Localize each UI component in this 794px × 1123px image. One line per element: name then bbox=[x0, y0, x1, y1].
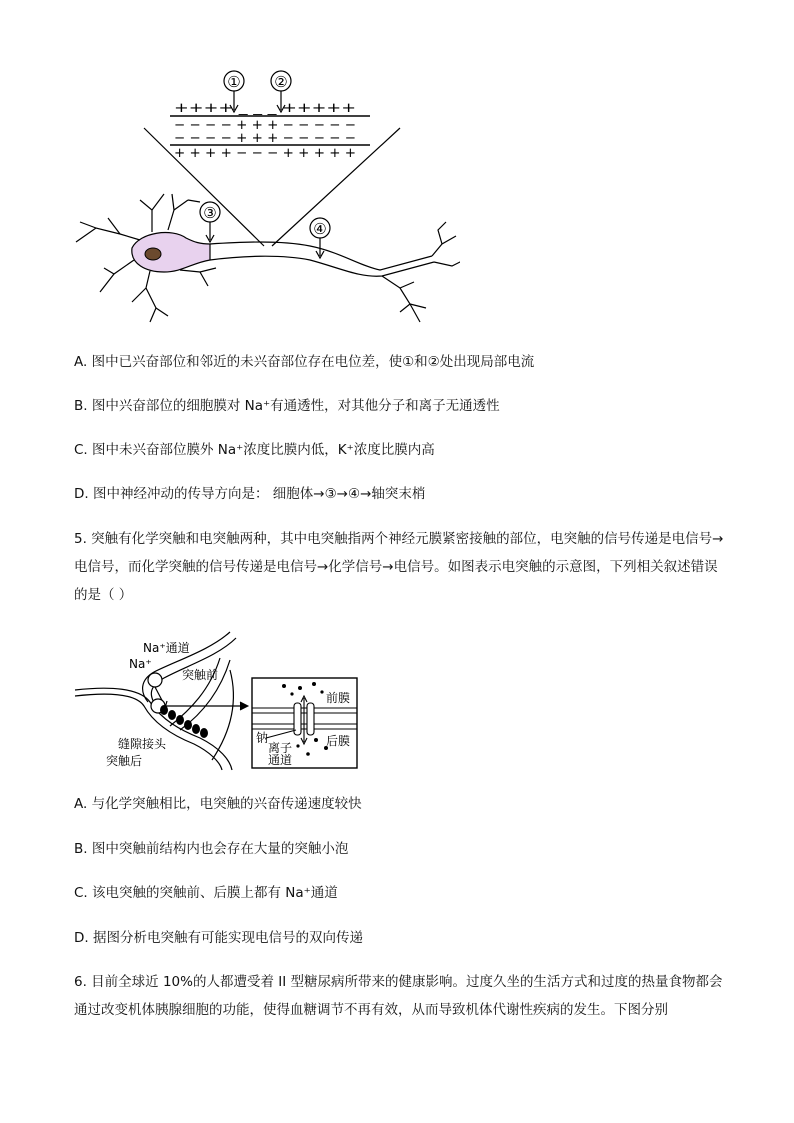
charge-row-3: − − − − + + + − − − − − bbox=[174, 131, 356, 146]
label-4-marker bbox=[310, 218, 330, 258]
q4-option-a: A. 图中已兴奋部位和邻近的未兴奋部位存在电位差，使①和②处出现局部电流 bbox=[74, 354, 535, 370]
label-4: ④ bbox=[313, 220, 327, 238]
q4-option-c: C. 图中未兴奋部位膜外 Na⁺浓度比膜内低，K⁺浓度比膜内高 bbox=[74, 442, 435, 458]
charge-row-4: + + + + − − − + + + + + bbox=[174, 146, 356, 161]
q5-option-a: A. 与化学突触相比，电突触的兴奋传递速度较快 bbox=[74, 796, 362, 812]
q5-option-c: C. 该电突触的突触前、后膜上都有 Na⁺通道 bbox=[74, 885, 338, 901]
ion-channel-label-1: 钠 bbox=[256, 731, 269, 745]
label-3-marker bbox=[200, 202, 220, 242]
presynaptic-label: 突触前 bbox=[182, 668, 219, 682]
postsynaptic-label: 突触后 bbox=[106, 754, 143, 768]
neuron-figure bbox=[60, 60, 460, 330]
charge-row-2: − − − − + + + − − − − − bbox=[174, 118, 356, 133]
q5-option-b: B. 图中突触前结构内也会存在大量的突触小泡 bbox=[74, 841, 349, 857]
nucleus bbox=[145, 248, 161, 260]
gap-junction-label: 缝隙接头 bbox=[118, 737, 167, 751]
ion-channel-label-2: 离子 bbox=[268, 741, 293, 755]
charge-row-1: ++++ _ _ _ +++++ bbox=[174, 101, 356, 116]
q4-option-b: B. 图中兴奋部位的细胞膜对 Na⁺有通透性，对其他分子和离子无通透性 bbox=[74, 398, 500, 414]
q5-option-d: D. 据图分析电突触有可能实现电信号的双向传递 bbox=[74, 930, 363, 946]
label-3: ③ bbox=[203, 204, 217, 222]
na-channel-marker bbox=[148, 673, 162, 687]
label-1: ① bbox=[227, 73, 241, 91]
post-membrane-label: 后膜 bbox=[326, 734, 351, 748]
synapse-figure bbox=[70, 630, 370, 775]
pre-membrane-label: 前膜 bbox=[326, 691, 351, 705]
na-ion-label: Na⁺ bbox=[129, 657, 152, 671]
axon-terminals bbox=[382, 222, 460, 322]
cell-body bbox=[132, 233, 210, 272]
na-channel-label: Na⁺通道 bbox=[143, 641, 190, 655]
q5-stem: 5. 突触有化学突触和电突触两种，其中电突触指两个神经元膜紧密接触的部位，电突触的信号传递是电信号→电信号，而化学突触的信号传递是电信号→化学信号→电信号。如图表示电突触的示意图，下列相关叙述错误的是（ ） bbox=[74, 531, 724, 603]
q6-stem: 6. 目前全球近 10%的人都遭受着 II 型糖尿病所带来的健康影响。过度久坐的生活方式和过度的热量食物都会通过改变机体胰腺细胞的功能，使得血糖调节不再有效，从而导致机体代谢性疾病的发生。下图分别 bbox=[74, 974, 723, 1018]
q4-option-d: D. 图中神经冲动的传导方向是： 细胞体→③→④→轴突末梢 bbox=[74, 486, 426, 502]
ion-channel-label-3: 通道 bbox=[268, 753, 293, 767]
gap-junction-beads bbox=[160, 705, 208, 738]
label-2: ② bbox=[274, 73, 288, 91]
